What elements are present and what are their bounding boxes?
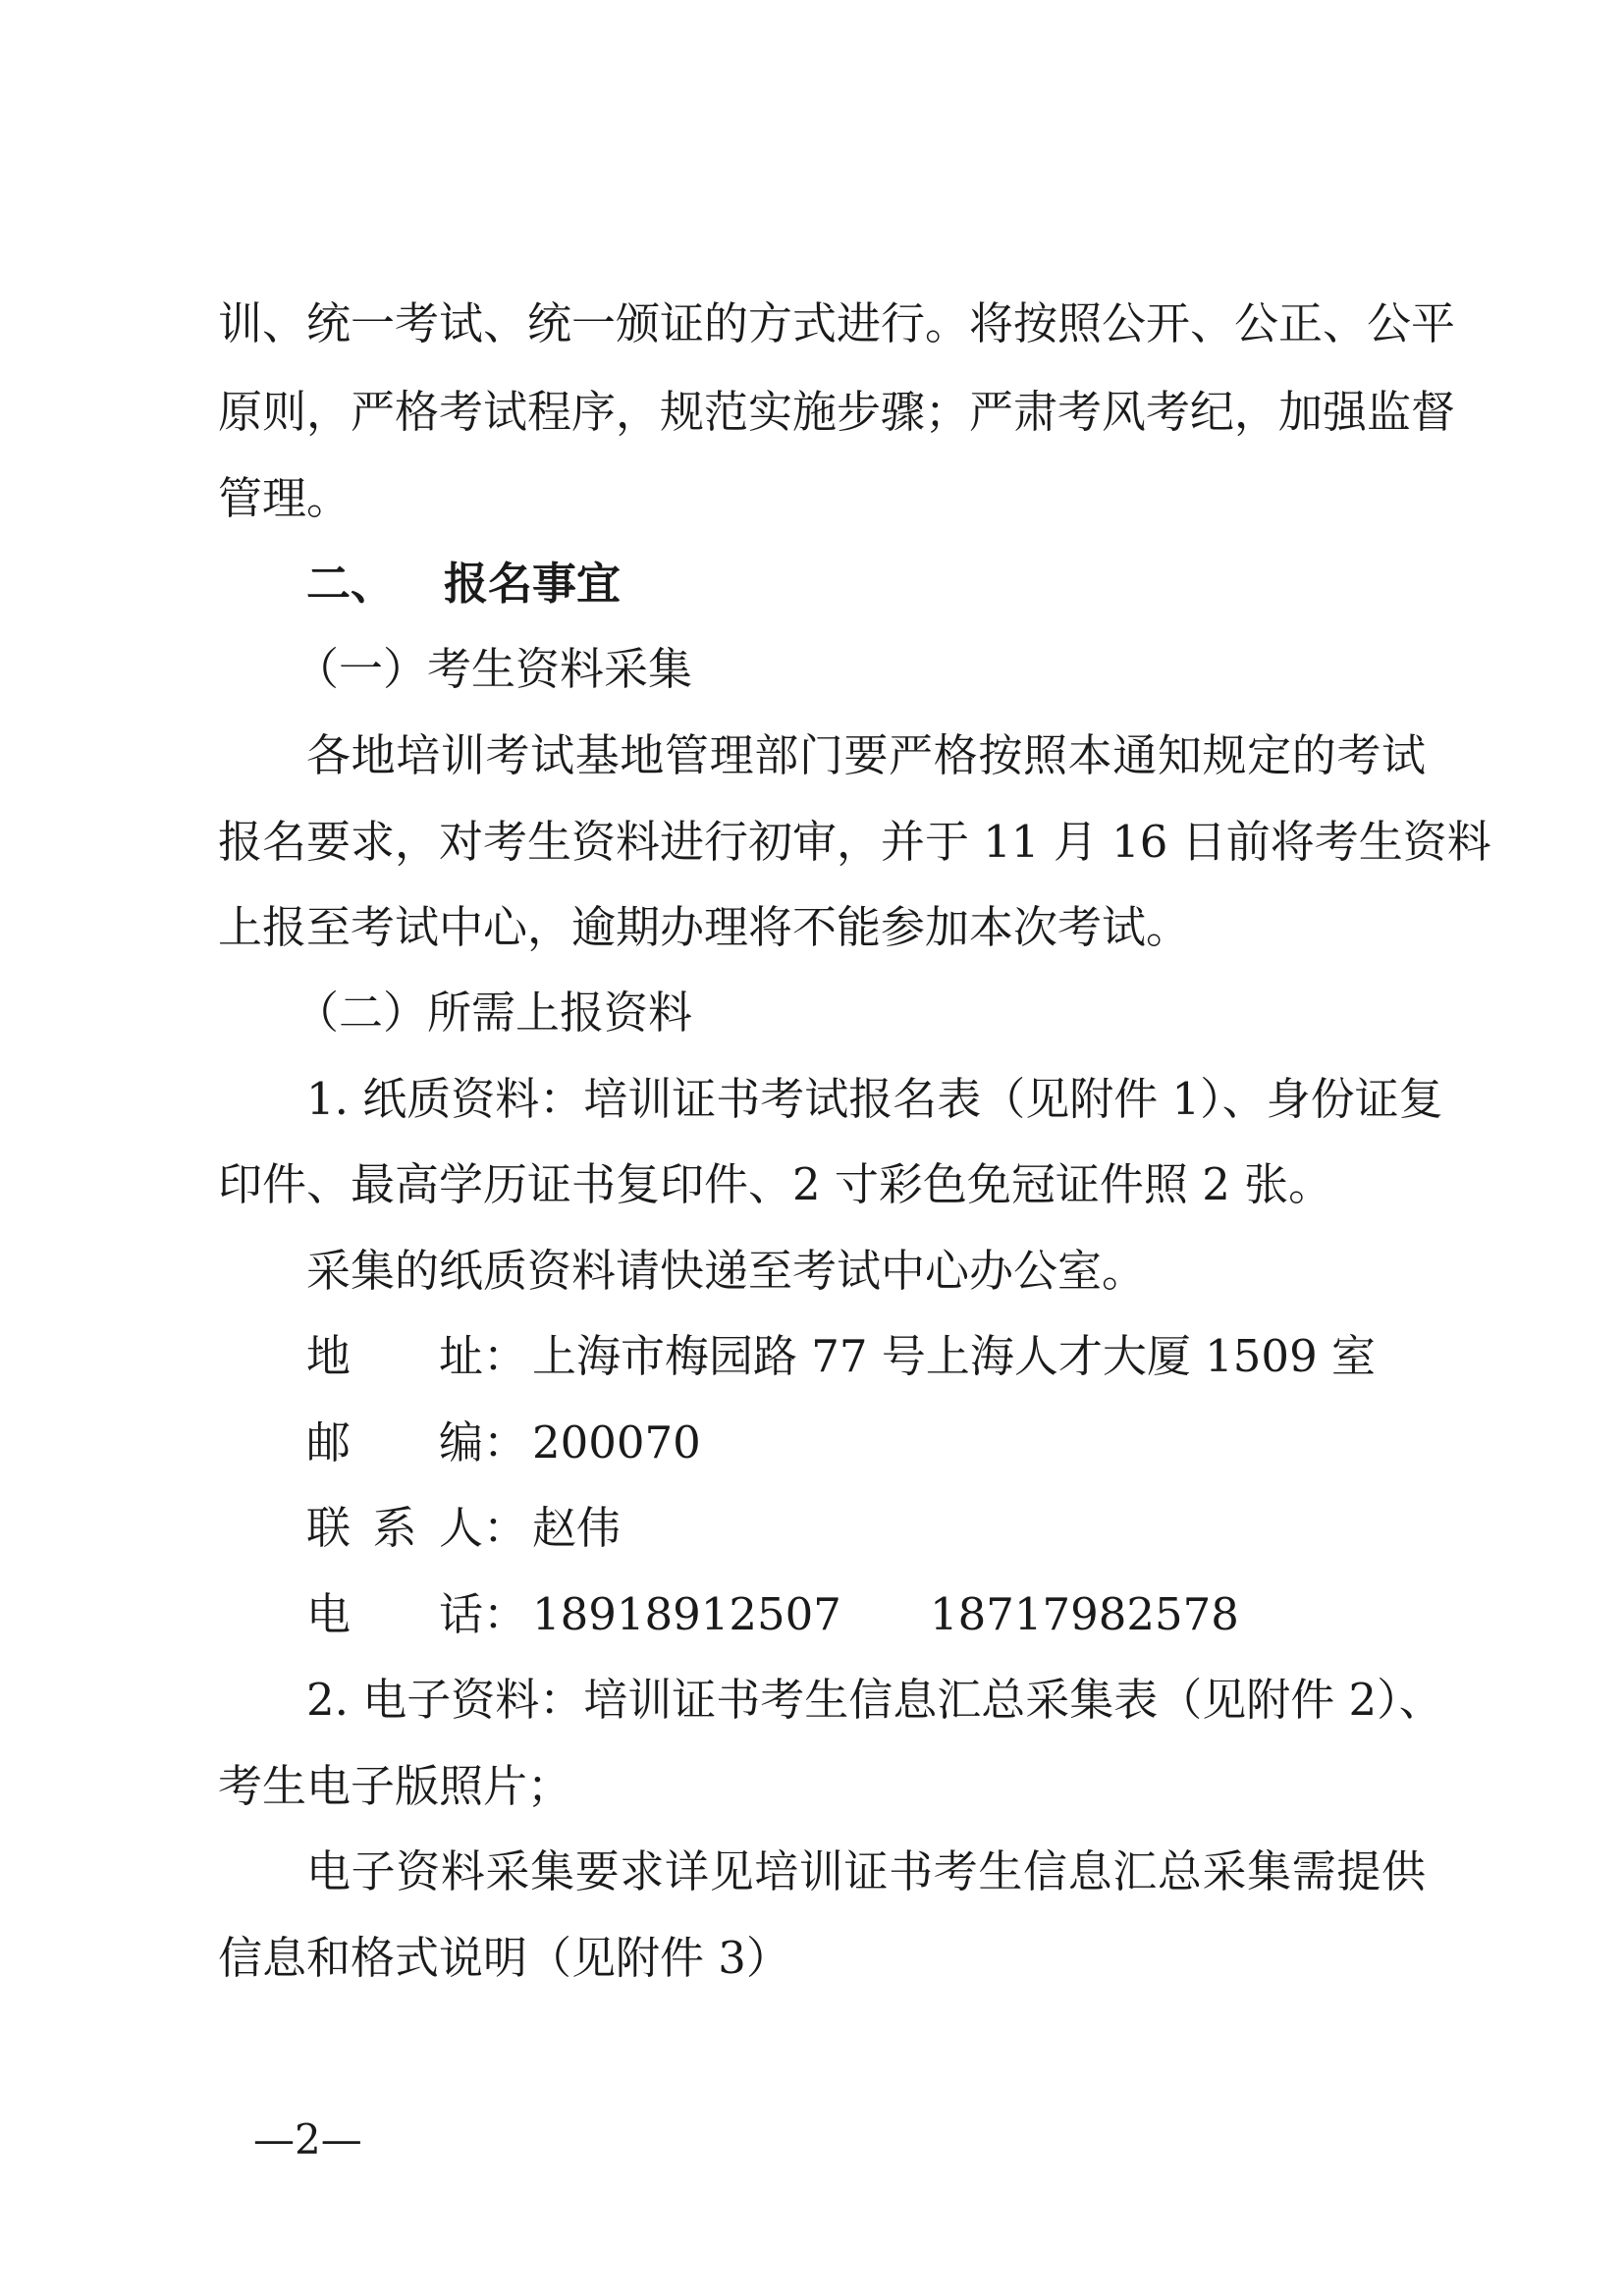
list-item-line: 2. 电子资料：培训证书考生信息汇总采集表（见附件 2）、 [306,1674,1443,1726]
list-item-line: 印件、最高学历证书复印件、2 寸彩色免冠证件照 2 张。 [218,1158,1333,1210]
phone-label: 电话 [306,1588,483,1640]
colon: ： [483,1416,528,1468]
phone-number-2: 18717982578 [929,1588,1239,1640]
mail-note: 采集的纸质资料请快递至考试中心办公室。 [306,1245,1147,1297]
section-number: 二、 [306,558,396,610]
list-item-line: 考生电子版照片； [218,1760,572,1812]
section-heading [306,555,1514,614]
colon: ： [483,1330,528,1382]
postcode-row [306,1414,701,1472]
paragraph-line: 原则，严格考试程序，规范实施步骤；严肃考风考纪，加强监督 [218,386,1456,438]
subsection-title: （一）考生资料采集 [295,643,693,695]
subsection-title: （二）所需上报资料 [295,987,693,1039]
phone-number-1: 18918912507 [532,1588,841,1640]
address-row [306,1327,1376,1386]
paragraph-line: 信息和格式说明（见附件 3） [218,1932,790,1984]
postcode-label: 邮编 [306,1416,483,1468]
paragraph-line: 上报至考试中心，逾期办理将不能参加本次考试。 [218,901,1191,953]
contact-person-label: 联系人 [306,1502,483,1554]
phone-row [306,1585,1239,1644]
address-value: 上海市梅园路 77 号上海人才大厦 1509 室 [532,1330,1377,1382]
paragraph-line: 报名要求，对考生资料进行初审，并于 11 月 16 日前将考生资料 [218,816,1491,868]
list-item-line: 1. 纸质资料：培训证书考试报名表（见附件 1）、身份证复 [306,1073,1443,1125]
address-label: 地址 [306,1330,483,1382]
page-number: —2— [253,2115,362,2163]
postcode-value: 200070 [532,1416,701,1468]
paragraph-line: 训、统一考试、统一颁证的方式进行。将按照公开、公正、公平 [218,297,1456,349]
colon: ： [483,1588,528,1640]
colon: ： [483,1502,528,1554]
contact-person-value: 赵伟 [532,1502,622,1554]
paragraph-line: 各地培训考试基地管理部门要严格按照本通知规定的考试 [306,729,1426,781]
section-title: 报名事宜 [444,558,622,610]
paragraph-line: 管理。 [218,472,352,524]
paragraph-line: 电子资料采集要求详见培训证书考生信息汇总采集需提供 [306,1845,1426,1897]
contact-person-row [306,1499,621,1558]
